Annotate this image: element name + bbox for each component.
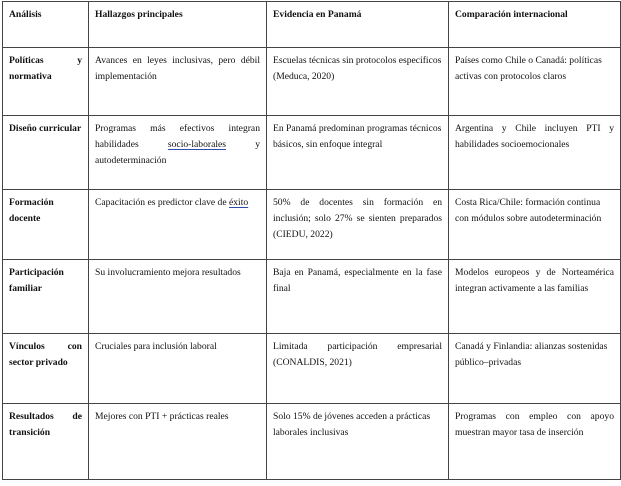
row-analisis: Participación familiar: [3, 260, 89, 334]
row-hallazgos: Su involucramiento mejora resultados: [89, 260, 267, 334]
table-row: [3, 116, 621, 190]
row-evidencia: Escuelas técnicas sin protocolos específicos (Meduca, 2020): [267, 48, 449, 116]
row-evidencia: En Panamá predominan programas técnicos básicos, sin enfoque integral: [267, 116, 449, 190]
row-comparacion: Argentina y Chile incluyen PTI y habilidades socioemocionales: [449, 116, 621, 190]
row-comparacion: Países como Chile o Canadá: políticas activas con protocolos claros: [449, 48, 621, 116]
header-hallazgos: Hallazgos principales: [89, 2, 267, 48]
table-row: [3, 260, 621, 334]
row-evidencia: Solo 15% de jóvenes acceden a prácticas laborales inclusivas: [267, 404, 449, 480]
hallazgos-text: y autodeterminación: [95, 139, 260, 166]
row-evidencia: Limitada participación empresarial (CONALDIS, 2021): [267, 334, 449, 404]
hallazgos-text: Programas más efectivos integran habilidades: [95, 123, 260, 150]
row-hallazgos: Cruciales para inclusión laboral: [89, 334, 267, 404]
row-evidencia: Baja en Panamá, especialmente en la fase final: [267, 260, 449, 334]
row-analisis: Resultados de transición: [3, 404, 89, 480]
row-comparacion: Programas con empleo con apoyo muestran mayor tasa de inserción: [449, 404, 621, 480]
row-evidencia: 50% de docentes sin formación en inclusión; solo 27% se sienten preparados (CIEDU, 2022): [267, 190, 449, 260]
table-row: [3, 190, 621, 260]
row-analisis: Diseño curricular: [3, 116, 89, 190]
table-header-row: [3, 2, 621, 48]
comparison-table: [2, 1, 621, 480]
row-hallazgos: Avances en leyes inclusivas, pero débil implementación: [89, 48, 267, 116]
row-hallazgos: [89, 190, 267, 260]
hallazgos-text: Capacitación es predictor clave de: [95, 197, 229, 208]
row-hallazgos: Mejores con PTI + prácticas reales: [89, 404, 267, 480]
underlined-term: éxito: [228, 197, 249, 208]
table-row: [3, 404, 621, 480]
row-hallazgos: [89, 116, 267, 190]
row-comparacion: Costa Rica/Chile: formación continua con módulos sobre autodeterminación: [449, 190, 621, 260]
header-comparacion: Comparación internacional: [449, 2, 621, 48]
header-evidencia: Evidencia en Panamá: [267, 2, 449, 48]
table-row: [3, 48, 621, 116]
underlined-term: socio-laborales: [167, 139, 226, 150]
row-comparacion: Canadá y Finlandia: alianzas sostenidas público–privadas: [449, 334, 621, 404]
header-analisis: Análisis: [3, 2, 89, 48]
row-analisis: Formación docente: [3, 190, 89, 260]
row-analisis: Vínculos con sector privado: [3, 334, 89, 404]
row-analisis: Políticas y normativa: [3, 48, 89, 116]
table-row: [3, 334, 621, 404]
row-comparacion: Modelos europeos y de Norteamérica integran activamente a las familias: [449, 260, 621, 334]
